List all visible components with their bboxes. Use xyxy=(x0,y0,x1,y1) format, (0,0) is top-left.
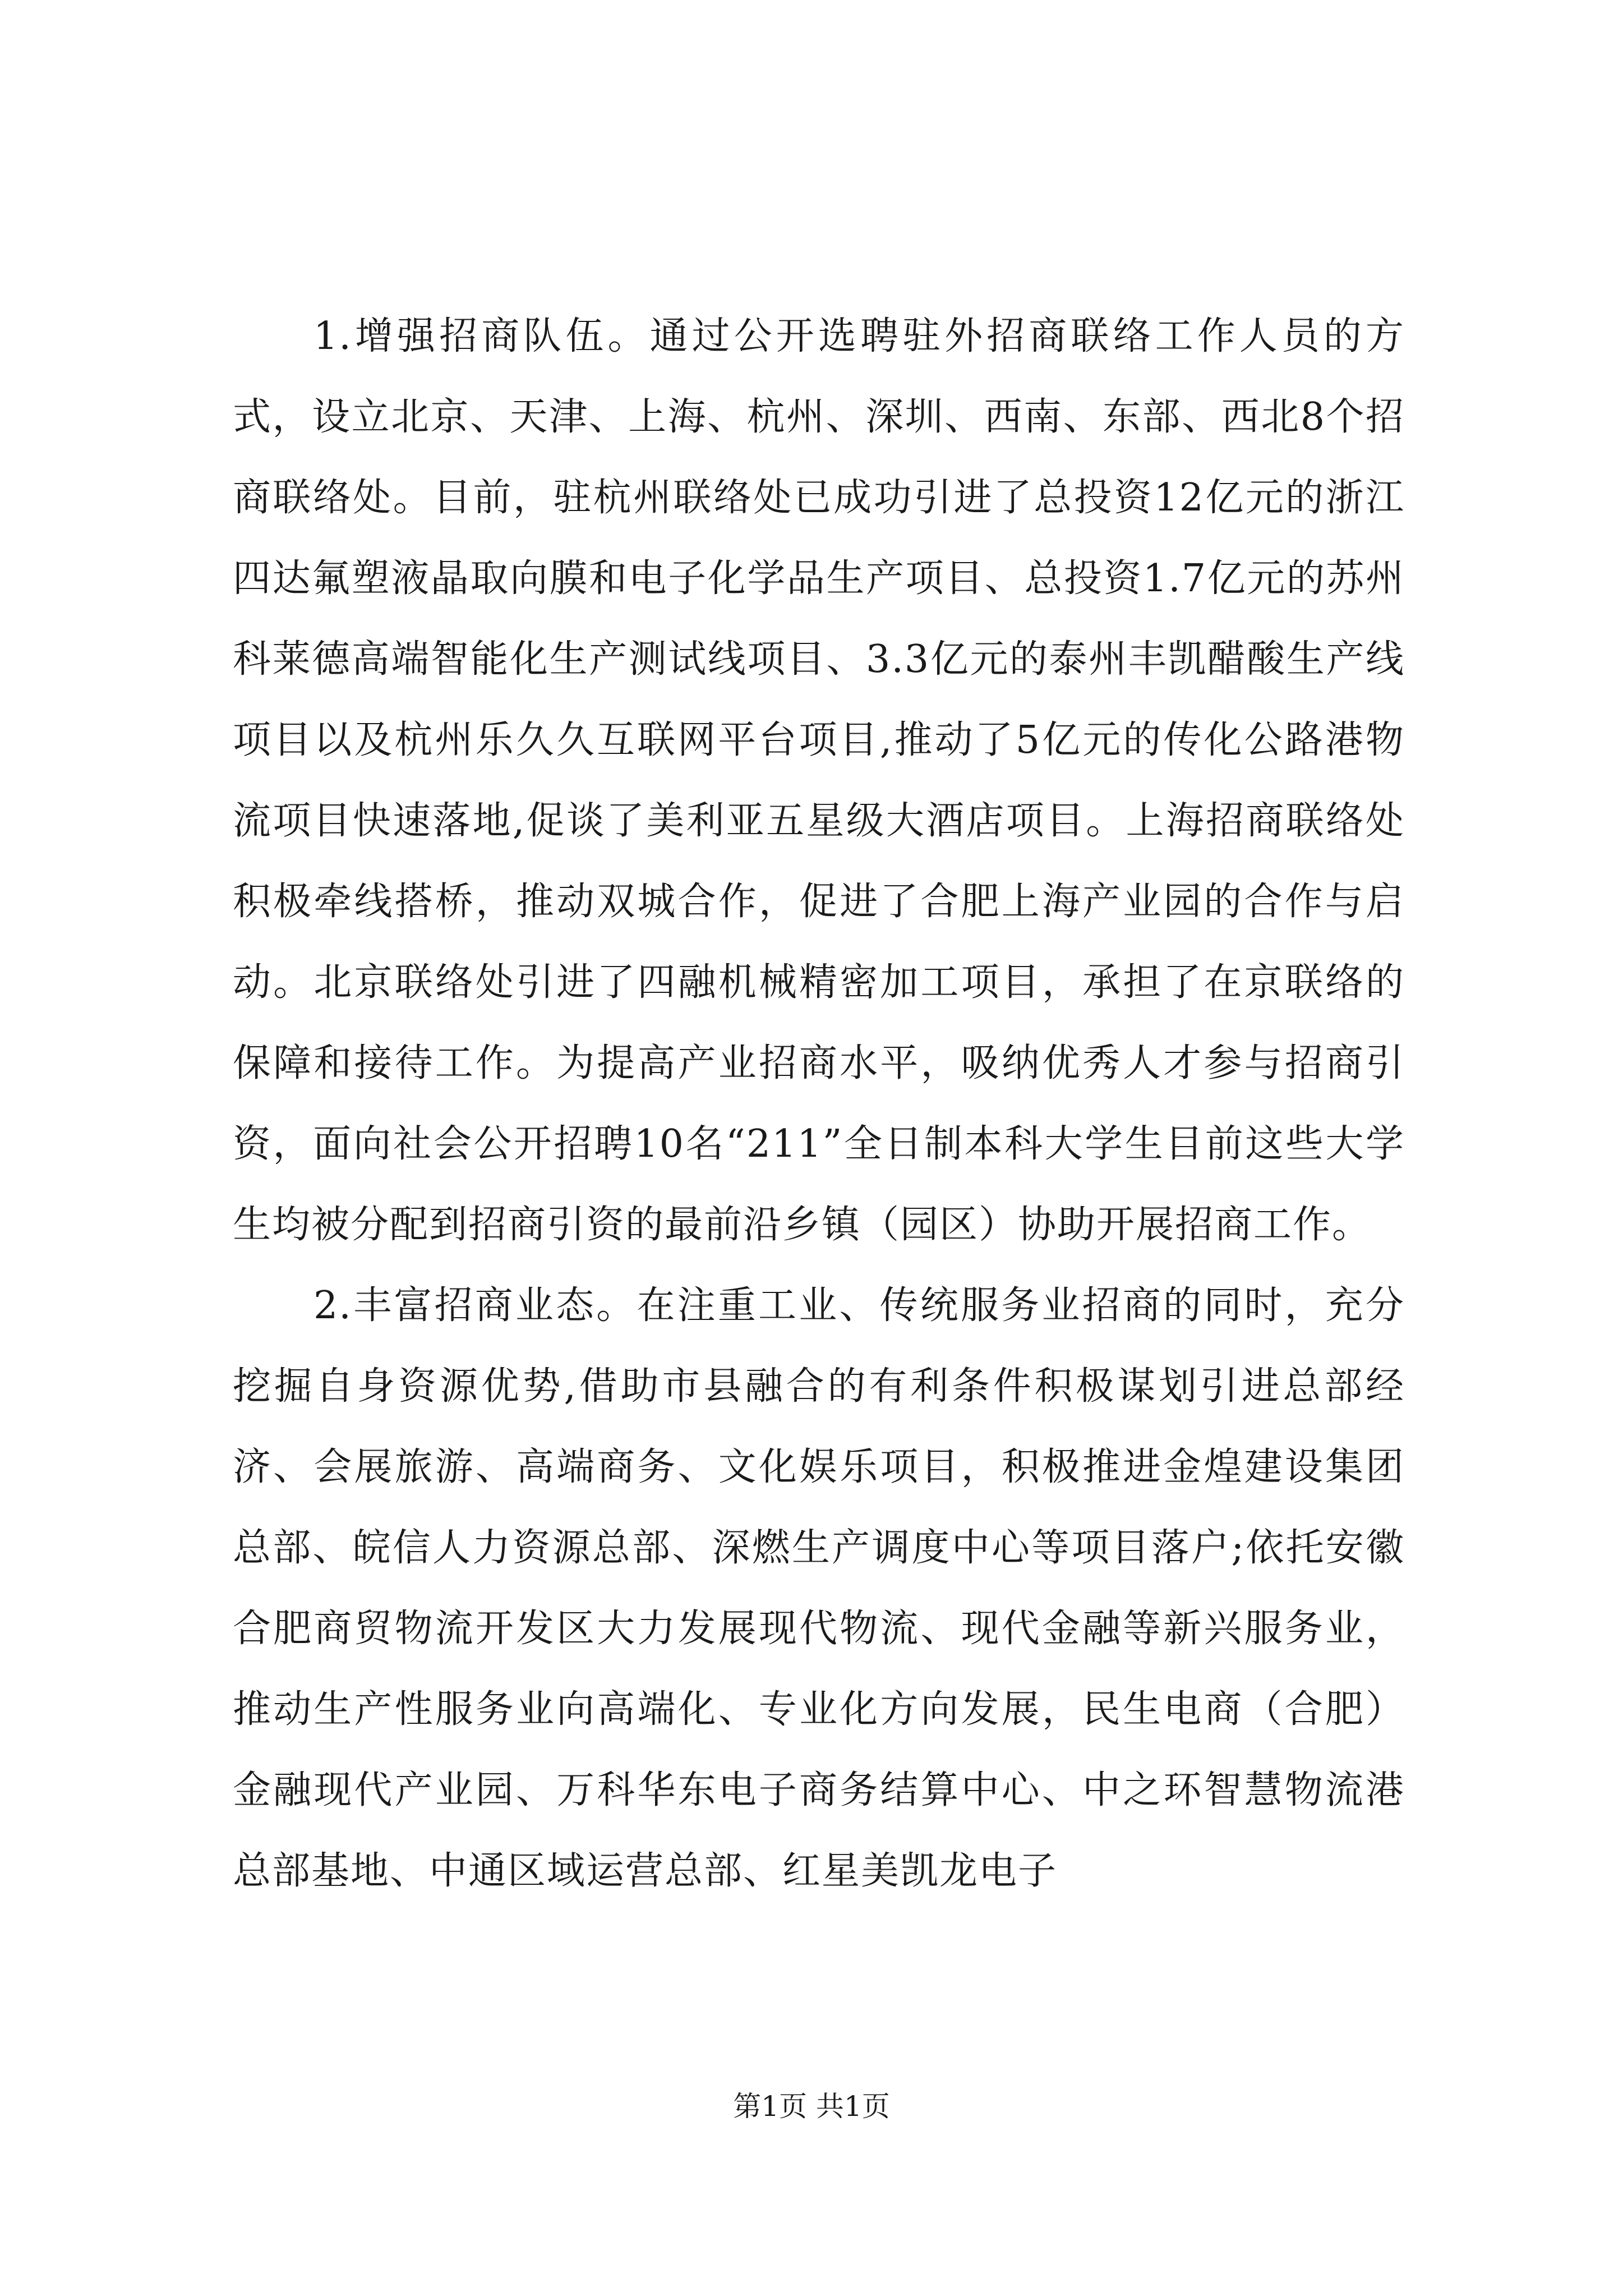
document-body xyxy=(233,296,1405,1912)
page-footer: 第1页 共1页 xyxy=(733,2090,890,2123)
paragraph-2: 2.丰富招商业态。在注重工业、传统服务业招商的同时，充分挖掘自身资源优势,借助市县融合的有利条件积极谋划引进总部经济、会展旅游、高端商务、文化娱乐项目，积极推进金煌建设集团总部、皖信人力资源总部、深燃生产调度中心等项目落户;依托安徽合肥商贸物流开发区大力发展现代物流、现代金融等新兴服务业，推动生产性服务业向高端化、专业化方向发展，民生电商（合肥）金融现代产业园、万科华东电子商务结算中心、中之环智慧物流港总部基地、中通区域运营总部、红星美凯龙电子 xyxy=(233,1283,1405,1893)
paragraph-1: 1.增强招商队伍。通过公开选聘驻外招商联络工作人员的方式，设立北京、天津、上海、杭州、深圳、西南、东部、西北8个招商联络处。目前，驻杭州联络处已成功引进了总投资12亿元的浙江四达氟塑液晶取向膜和电子化学品生产项目、总投资1.7亿元的苏州科莱德高端智能化生产测试线项目、3.3亿元的泰州丰凯醋酸生产线项目以及杭州乐久久互联网平台项目,推动了5亿元的传化公路港物流项目快速落地,促谈了美利亚五星级大酒店项目。上海招商联络处积极牵线搭桥，推动双城合作，促进了合肥上海产业园的合作与启动。北京联络处引进了四融机械精密加工项目，承担了在京联络的保障和接待工作。为提高产业招商水平，吸纳优秀人才参与招商引资，面向社会公开招聘10名“211”全日制本科大学生目前这些大学生均被分配到招商引资的最前沿乡镇（园区）协助开展招商工作。 xyxy=(233,314,1405,1247)
